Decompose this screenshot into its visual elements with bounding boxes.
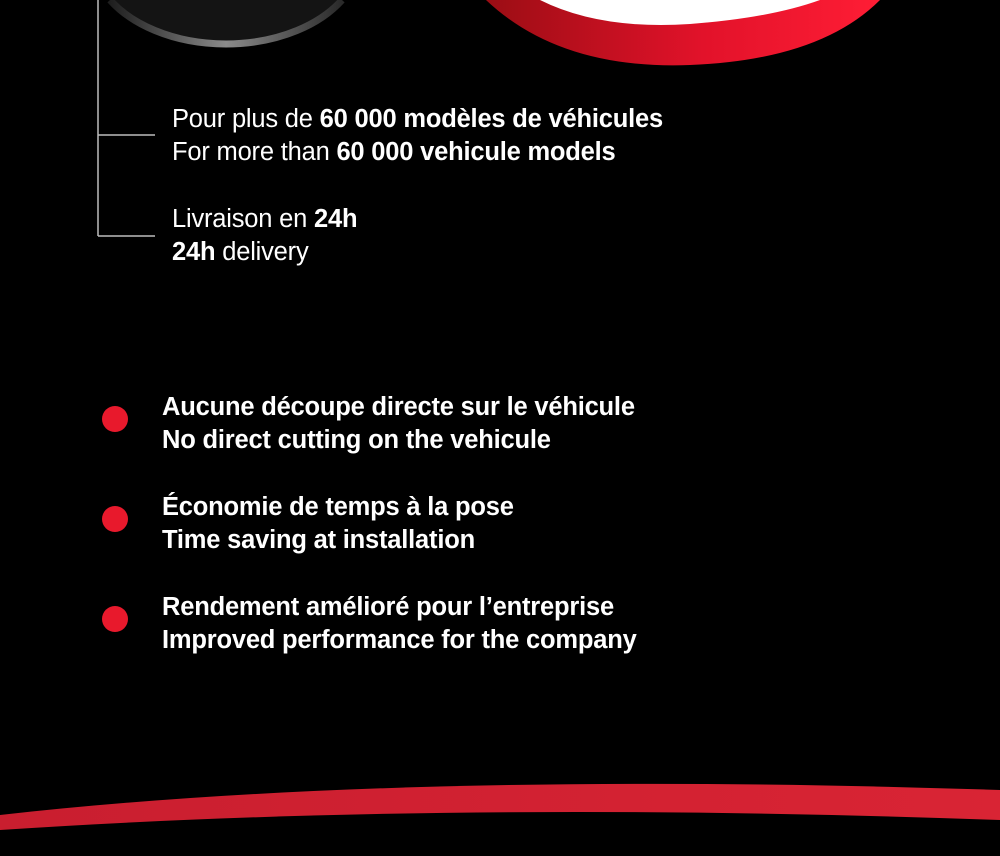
benefit-line-fr: Économie de temps à la pose (162, 493, 514, 521)
feature-suffix: delivery (215, 238, 309, 266)
red-bullet-icon (102, 606, 128, 632)
feature-line-en (172, 236, 357, 269)
red-bullet-icon (102, 406, 128, 432)
feature-prefix: Livraison en (172, 205, 314, 233)
connector-lines (98, 0, 155, 236)
feature-delivery (172, 203, 357, 269)
feature-prefix: For more than (172, 138, 337, 166)
benefit-line-en: Improved performance for the company (162, 626, 637, 654)
benefit-text (162, 591, 637, 657)
benefit-line-en: No direct cutting on the vehicule (162, 426, 551, 454)
benefit-text (162, 391, 635, 457)
benefit-item (100, 493, 800, 572)
benefit-item (100, 393, 800, 472)
feature-line-fr (172, 103, 663, 136)
feature-highlight: 60 000 modèles de véhicules (319, 105, 663, 133)
feature-vehicle-models (172, 103, 663, 169)
benefit-text (162, 491, 514, 557)
feature-line-en (172, 136, 663, 169)
benefit-line-en: Time saving at installation (162, 526, 475, 554)
feature-prefix: Pour plus de (172, 105, 320, 133)
product-image-circle (110, 0, 342, 44)
benefit-line-fr: Rendement amélioré pour l’entreprise (162, 593, 614, 621)
feature-highlight: 24h (172, 238, 216, 266)
benefit-item (100, 593, 800, 672)
feature-line-fr (172, 203, 357, 236)
feature-highlight: 24h (313, 205, 358, 233)
feature-highlight: 60 000 vehicule models (336, 138, 616, 166)
red-bullet-icon (102, 506, 128, 532)
benefit-line-fr: Aucune découpe directe sur le véhicule (162, 393, 635, 421)
red-ribbon-swoosh (486, 0, 880, 65)
